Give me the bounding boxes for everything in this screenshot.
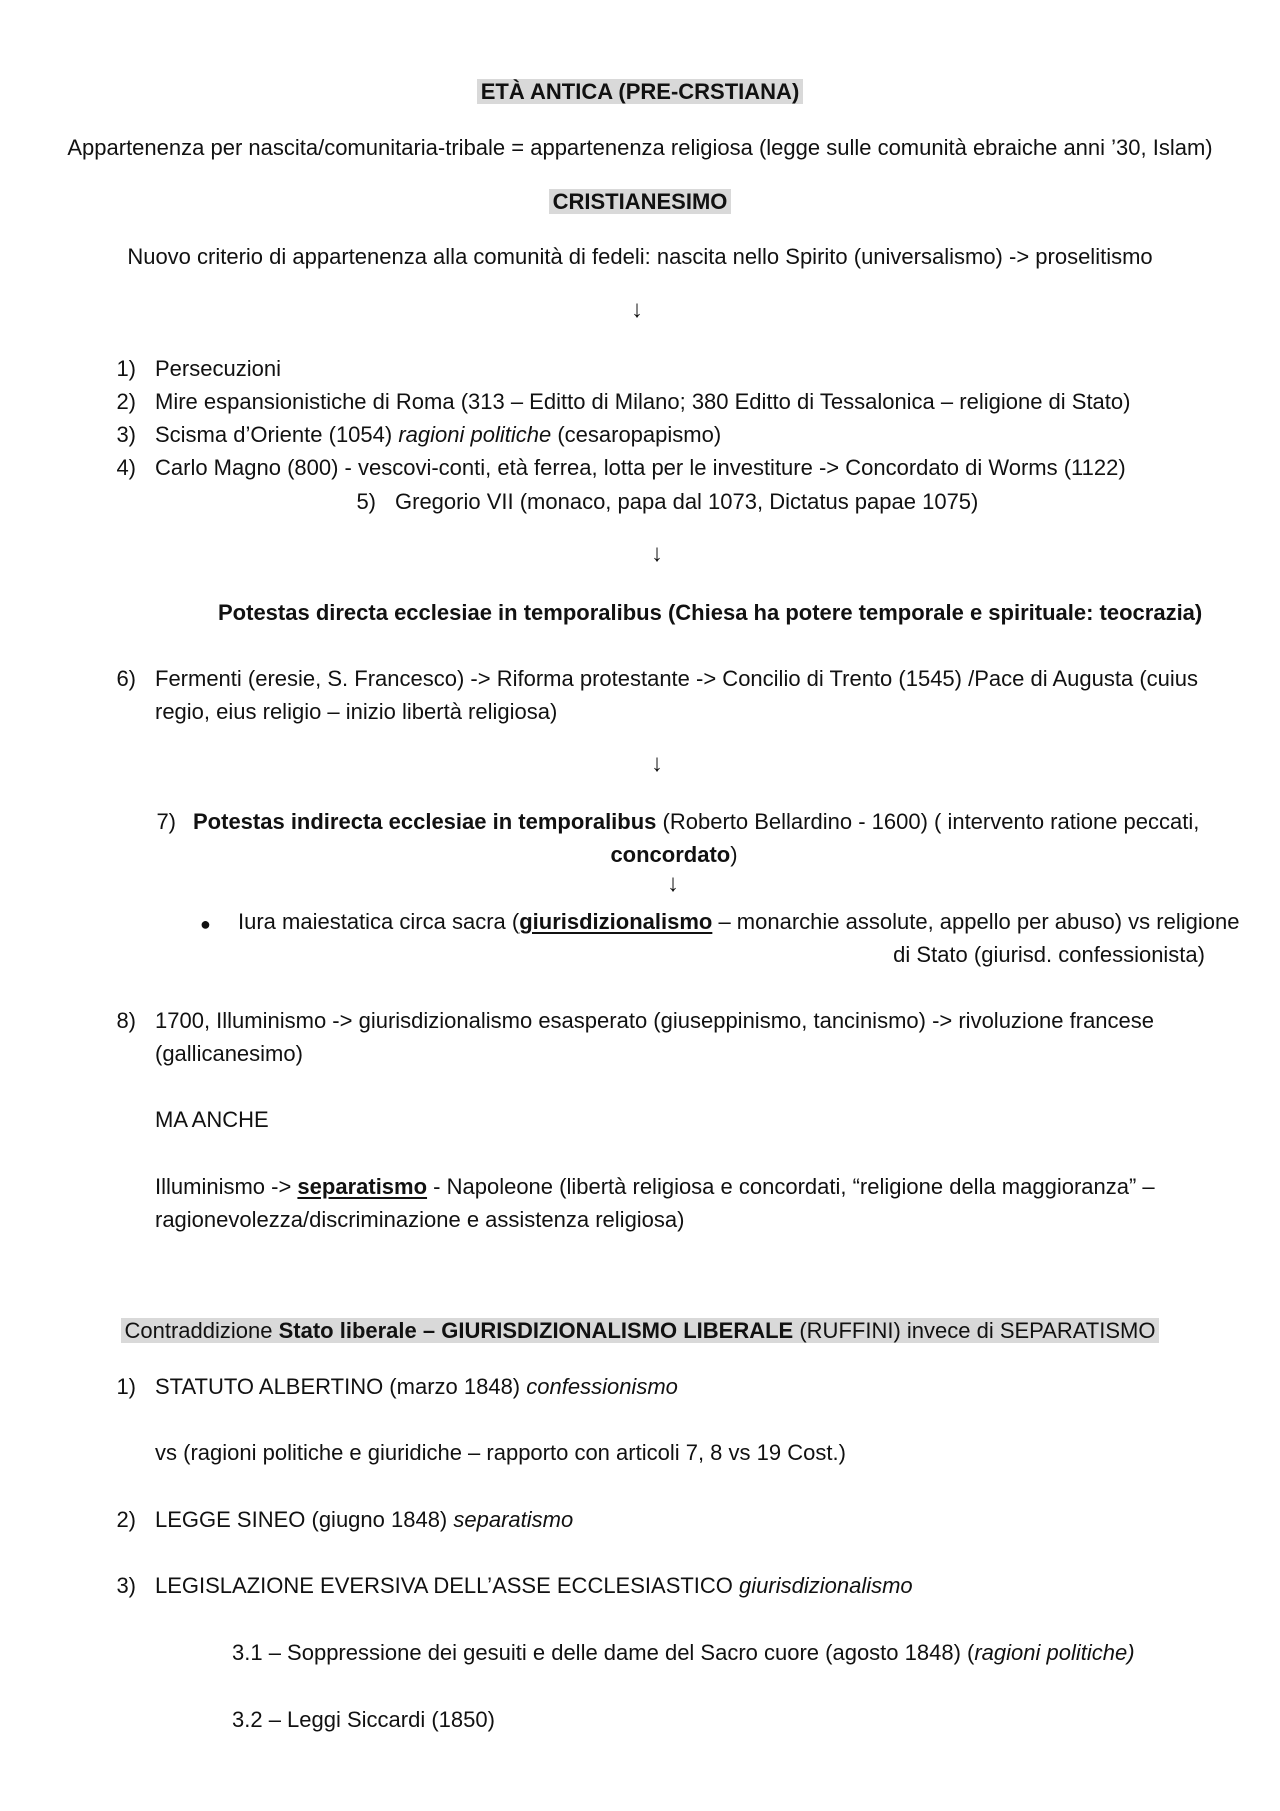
list-item: Gregorio VII (monaco, papa dal 1073, Dictatus papae 1075)	[395, 489, 979, 514]
list-item: Mire espansionistiche di Roma (313 – Editto di Milano; 380 Editto di Tessalonica – religione di Stato)	[155, 389, 1131, 414]
down-arrow-icon: ↓	[631, 296, 643, 323]
bullet-icon: ●	[200, 914, 211, 934]
list-item-continuation: concordato)	[610, 842, 738, 867]
separatismo-line: Illuminismo -> separatismo - Napoleone (libertà religiosa e concordati, “religione della maggioranza” –	[155, 1174, 1155, 1199]
list-number: 8)	[116, 1008, 136, 1033]
list-item: Scisma d’Oriente (1054) ragioni politiche (cesaropapismo)	[155, 422, 722, 447]
down-arrow-icon: ↓	[651, 750, 663, 777]
list-number: 7)	[156, 809, 176, 834]
list-number: 3)	[116, 1573, 136, 1598]
list-number: 1)	[116, 1374, 136, 1399]
list-item: Carlo Magno (800) - vescovi-conti, età ferrea, lotta per le investiture -> Concordato di Worms (1122)	[155, 455, 1126, 480]
list-item: 1700, Illuminismo -> giurisdizionalismo esasperato (giuseppinismo, tancinismo) -> rivoluzione francese	[155, 1008, 1155, 1033]
bullet-item-continuation: di Stato (giurisd. confessionista)	[893, 942, 1205, 967]
contraddizione-heading: Contraddizione Stato liberale – GIURISDIZIONALISMO LIBERALE (RUFFINI) invece di SEPARATISMO	[0, 1314, 1280, 1348]
list-item: LEGGE SINEO (giugno 1848) separatismo	[155, 1507, 574, 1532]
section-heading-cristianesimo: CRISTIANESIMO	[0, 185, 1280, 219]
potestas-directa: Potestas directa ecclesiae in temporalibus (Chiesa ha potere temporale e spirituale: teocrazia)	[218, 600, 1203, 625]
sub-item-3-2: 3.2 – Leggi Siccardi (1850)	[232, 1707, 495, 1732]
ma-anche-label: MA ANCHE	[155, 1107, 269, 1132]
list-item: Persecuzioni	[155, 356, 281, 381]
list-item: STATUTO ALBERTINO (marzo 1848) confessionismo	[155, 1374, 678, 1399]
list-number: 1)	[116, 356, 136, 381]
antica-paragraph: Appartenenza per nascita/comunitaria-tribale = appartenenza religiosa (legge sulle comunità ebraiche anni ’30, Islam)	[67, 135, 1213, 160]
list-number: 6)	[116, 666, 136, 691]
down-arrow-icon: ↓	[667, 870, 679, 897]
list-number: 2)	[116, 1507, 136, 1532]
list-item: LEGISLAZIONE EVERSIVA DELL’ASSE ECCLESIASTICO giurisdizionalismo	[155, 1573, 913, 1598]
list-item: Potestas indirecta ecclesiae in temporalibus (Roberto Bellardino - 1600) ( intervento ratione peccati,	[193, 809, 1200, 834]
list-item-continuation: (gallicanesimo)	[155, 1041, 303, 1066]
list-number: 5)	[356, 489, 376, 514]
separatismo-line-continuation: ragionevolezza/discriminazione e assistenza religiosa)	[155, 1207, 685, 1232]
cristianesimo-paragraph: Nuovo criterio di appartenenza alla comunità di fedeli: nascita nello Spirito (universalismo) -> proselitismo	[127, 244, 1153, 269]
section-heading-antica: ETÀ ANTICA (PRE-CRSTIANA)	[0, 75, 1280, 109]
list-item: Fermenti (eresie, S. Francesco) -> Riforma protestante -> Concilio di Trento (1545) /Pace di Augusta (cuius	[155, 666, 1199, 691]
bullet-item: Iura maiestatica circa sacra (giurisdizionalismo – monarchie assolute, appello per abuso) vs religione	[238, 909, 1240, 934]
down-arrow-icon: ↓	[651, 540, 663, 567]
list-number: 2)	[116, 389, 136, 414]
list-number: 4)	[116, 455, 136, 480]
list-item-continuation: regio, eius religio – inizio libertà religiosa)	[155, 699, 558, 724]
sub-item-3-1: 3.1 – Soppressione dei gesuiti e delle dame del Sacro cuore (agosto 1848) (ragioni politiche)	[232, 1640, 1135, 1665]
vs-paragraph: vs (ragioni politiche e giuridiche – rapporto con articoli 7, 8 vs 19 Cost.)	[155, 1440, 846, 1465]
list-number: 3)	[116, 422, 136, 447]
